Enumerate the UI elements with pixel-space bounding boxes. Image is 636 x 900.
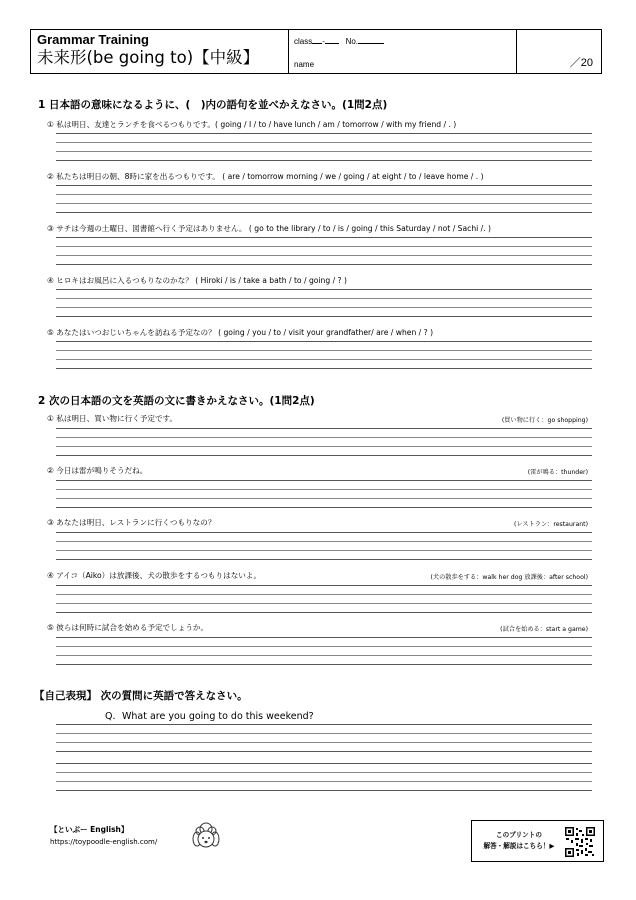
- worksheet-header: [30, 29, 602, 74]
- s3-answer-box-2[interactable]: [56, 763, 592, 791]
- s2-answer-box-4[interactable]: [56, 585, 592, 613]
- s2-question-1: ① 私は明日、買い物に行く予定です。: [47, 414, 178, 423]
- section2-heading: 2 次の日本語の文を英語の文に書きかえなさい。(1問2点): [38, 395, 315, 407]
- class-name-cell: [289, 30, 517, 73]
- class-dash: -: [322, 37, 325, 46]
- self-expression-question: Q．What are you going to do this weekend?: [105, 711, 314, 722]
- s2-hint-4: (犬の散歩をする：walk her dog 放課後：after school): [430, 574, 588, 581]
- title-japanese: 未来形(be going to)【中級】: [37, 48, 260, 67]
- s2-hint-2: (雷が鳴る：thunder): [527, 469, 588, 476]
- answer-qr-panel[interactable]: [471, 820, 604, 862]
- number-blank[interactable]: [358, 36, 384, 44]
- s1-question-5: ⑤ あなたはいつおじいちゃんを訪ねる予定なの？ ( going / you / to / visit your grandfather/ are / when / ? ): [47, 328, 434, 337]
- s2-hint-3: (レストラン：restaurant): [513, 521, 588, 528]
- s1-answer-box-3[interactable]: [56, 237, 592, 265]
- name-label: name: [294, 60, 315, 69]
- poodle-logo-icon: [188, 820, 224, 856]
- s1-answer-box-2[interactable]: [56, 185, 592, 213]
- qr-caption: [478, 830, 560, 852]
- title-english: Grammar Training: [37, 32, 149, 47]
- s1-answer-box-4[interactable]: [56, 289, 592, 317]
- brand-name: 【といぷー English】: [50, 825, 129, 834]
- s2-question-5: ⑤ 彼らは何時に試合を始める予定でしょうか。: [47, 623, 209, 632]
- s1-answer-box-1[interactable]: [56, 133, 592, 161]
- class-row: [294, 36, 384, 46]
- s1-question-1: ① 私は明日、友達とランチを食べるつもりです。( going / I / to / have lunch / am / tomorrow / with my friend / . ): [47, 120, 457, 129]
- qr-code-icon[interactable]: [565, 827, 595, 861]
- title-cell: [31, 30, 289, 73]
- section3-heading: 【自己表現】 次の質問に英語で答えなさい。: [34, 690, 248, 702]
- s1-question-4: ④ ヒロキはお風呂に入るつもりなのかな？ ( Hiroki / is / take a bath / to / going / ? ): [47, 276, 347, 285]
- class-label: class: [294, 37, 313, 46]
- site-url[interactable]: https://toypoodle-english.com/: [50, 838, 158, 846]
- s2-answer-box-1[interactable]: [56, 428, 592, 456]
- qr-caption-line1: このプリントの: [496, 831, 542, 839]
- s2-answer-box-5[interactable]: [56, 637, 592, 665]
- qr-caption-line2: 解答・解説はこちら！▶: [483, 842, 555, 850]
- s2-answer-box-2[interactable]: [56, 480, 592, 508]
- class-blank[interactable]: [312, 36, 322, 44]
- s2-answer-box-3[interactable]: [56, 532, 592, 560]
- section1-heading: 1 日本語の意味になるように、( )内の語句を並べかえなさい。(1問2点): [38, 99, 388, 111]
- s1-question-2: ② 私たちは明日の朝、8時に家を出るつもりです。 ( are / tomorrow morning / we / going / at eight / to / leave home / . ): [47, 172, 484, 181]
- s2-question-4: ④ アイコ（Aiko）は放課後、犬の散歩をするつもりはないよ。: [47, 571, 262, 580]
- s3-answer-box-1[interactable]: [56, 724, 592, 752]
- s2-hint-1: (買い物に行く：go shopping): [501, 417, 588, 424]
- s2-question-2: ② 今日は雷が鳴りそうだね。: [47, 466, 148, 475]
- s2-question-3: ③ あなたは明日、レストランに行くつもりなの？: [47, 518, 216, 527]
- s2-hint-5: (試合を始める：start a game): [500, 626, 588, 633]
- score-total: ／20: [569, 57, 593, 69]
- score-cell: [517, 30, 601, 73]
- class-blank-2[interactable]: [325, 36, 339, 44]
- s1-answer-box-5[interactable]: [56, 341, 592, 369]
- number-label: No.: [345, 37, 359, 46]
- s1-question-3: ③ サチは今週の土曜日、図書館へ行く予定はありません。 ( go to the library / to / is / going / this Saturday / not / Sachi /. ): [47, 224, 492, 233]
